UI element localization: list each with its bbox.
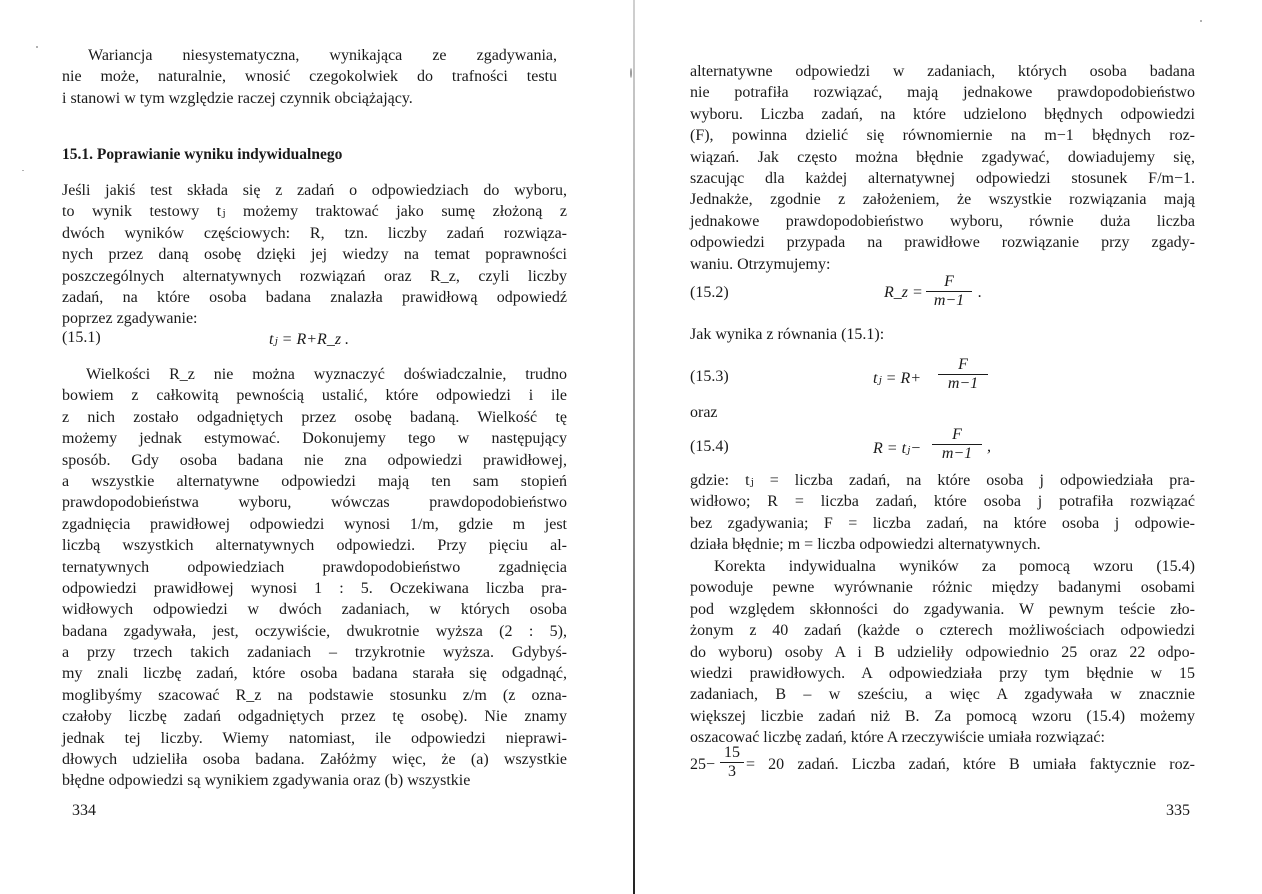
fraction-denominator: m−1 bbox=[941, 445, 973, 462]
equation-expression: tⱼ = R+R_z . bbox=[269, 331, 350, 348]
text-line: pod względem skłonności do zgadywania. W pewnym teście zło- bbox=[690, 600, 1195, 618]
text-line: badana zgadywała, jest, oczywiście, dwukrotnie wyższa (2 : 5), bbox=[62, 622, 567, 640]
text-line: zadań, na które osoba badana znalazła prawidłową odpowiedź bbox=[62, 288, 567, 306]
oraz-text: oraz bbox=[690, 404, 718, 421]
text-line: sposób. Gdy osoba badana nie zna odpowiedzi prawidłowej, bbox=[62, 451, 567, 469]
text-line: widłowo; R = liczba zadań, które osoba j potrafiła rozwiązać bbox=[690, 493, 1195, 511]
text-line: dwóch wyników częściowych: R, tzn. liczby zadań rozwiąza- bbox=[62, 224, 567, 242]
text-line: czałoby liczbę zadań odgadniętych przez tę osobę). Nie znamy bbox=[62, 708, 567, 726]
right-paragraph-3 bbox=[690, 556, 1195, 749]
fraction-denominator: m−1 bbox=[947, 375, 979, 392]
text-line: zgadnięcia prawidłowej odpowiedzi wynosi 1/m, gdzie m jest bbox=[62, 515, 567, 533]
text-line: do wyboru) osoby A i B udzieliły odpowiednio 25 oraz 22 odpo- bbox=[690, 643, 1195, 661]
fraction-denominator: m−1 bbox=[933, 292, 965, 309]
text-line: wiązań. Jak często można błędnie zgadywać, dowiadujemy się, bbox=[690, 148, 1195, 166]
text-line: waniu. Otrzymujemy: bbox=[690, 255, 831, 273]
text-line: (F), powinna dzielić się równomiernie na m−1 błędnych roz- bbox=[690, 127, 1195, 145]
left-paragraph-2 bbox=[62, 364, 567, 792]
final-suffix: = 20 zadań. Liczba zadań, które B umiała faktycznie roz- bbox=[746, 756, 1195, 773]
equation-fraction bbox=[926, 273, 972, 310]
text-line: my znali liczbę zadań, które osoba badana starała się odgadnąć, bbox=[62, 665, 567, 683]
text-line: błędne odpowiedzi są wynikiem zgadywania oraz (b) wszystkie bbox=[62, 772, 471, 790]
equation-number: (15.2) bbox=[690, 284, 729, 301]
equation-fraction bbox=[938, 356, 988, 393]
page-number-right: 335 bbox=[1166, 802, 1190, 819]
text-line: zadaniach, B – w sześciu, a więc A zgadywała w znacznie bbox=[690, 686, 1195, 704]
text-line: prawdopodobieństwa wyboru, wówczas prawdopodobieństwo bbox=[62, 494, 567, 512]
final-calculation-line bbox=[690, 744, 1195, 788]
text-line: bowiem z całkowitą pewnością ustalić, które odpowiedzi i ile bbox=[62, 387, 567, 405]
text-line: oszacować liczbę zadań, które A rzeczywiście umiała rozwiązać: bbox=[690, 729, 1105, 747]
equation-tail: , bbox=[987, 438, 991, 455]
text-line: poszczególnych alternatywnych rozwiązań oraz R_z, czyli liczby bbox=[62, 267, 567, 285]
equation-15-2 bbox=[690, 270, 1195, 314]
equation-lhs: R = tⱼ− bbox=[873, 440, 922, 457]
equation-15-3 bbox=[690, 356, 1195, 400]
text-line: możemy jednak estymować. Dokonujemy tego w następujący bbox=[62, 430, 567, 448]
equation-15-1 bbox=[62, 329, 567, 351]
right-page bbox=[630, 0, 1262, 894]
scan-speck bbox=[630, 68, 632, 78]
text-line: dłowych udzieliła osoba badana. Załóżmy więc, że (a) wszystkie bbox=[62, 751, 567, 769]
text-line: Korekta indywidualna wyników za pomocą wzoru (15.4) bbox=[714, 558, 1195, 575]
text-line: z nich zostało odgadniętych przez osobę badaną. Wielkość tę bbox=[62, 408, 567, 426]
text-line: szacując dla każdej alternatywnej odpowiedzi stosunek F/m−1. bbox=[690, 169, 1195, 187]
fraction-numerator: 15 bbox=[720, 744, 744, 763]
final-prefix: 25− bbox=[690, 756, 716, 773]
equation-number: (15.4) bbox=[690, 438, 729, 455]
text-line: widłowych odpowiedzi w dwóch zadaniach, w których osoba bbox=[62, 601, 567, 619]
text-line: ternatywnych odpowiedziach prawdopodobieństwo zgadnięcia bbox=[62, 558, 567, 576]
page-number-left: 334 bbox=[72, 802, 96, 819]
equation-number: (15.3) bbox=[690, 368, 729, 385]
equation-tail: . bbox=[978, 284, 982, 301]
scan-speck bbox=[36, 46, 38, 48]
equation-number: (15.1) bbox=[62, 329, 101, 346]
section-heading: 15.1. Poprawianie wyniku indywidualnego bbox=[62, 146, 343, 163]
text-line: a wszystkie alternatywne odpowiedzi mają ten sam stopień bbox=[62, 472, 567, 490]
text-line: nie może, naturalnie, wnosić czegokolwiek do trafności testu bbox=[62, 68, 557, 86]
text-line: alternatywne odpowiedzi w zadaniach, których osoba badana bbox=[690, 63, 1195, 80]
text-line: jednakowe prawdopodobieństwo wyboru, równie duża liczba bbox=[690, 212, 1195, 230]
scan-speck bbox=[1200, 20, 1202, 22]
intro-paragraph bbox=[62, 45, 557, 109]
left-paragraph-1 bbox=[62, 180, 567, 330]
text-line: nie potrafiła rozwiązać, mają jednakowe prawdopodobieństwo bbox=[690, 84, 1195, 102]
text-line: jednak tej liczby. Wiemy natomiast, ile odpowiedzi nieprawi- bbox=[62, 729, 567, 747]
equation-15-4 bbox=[690, 426, 1195, 470]
fraction-numerator: F bbox=[932, 426, 982, 445]
text-line: moglibyśmy szacować R_z na podstawie stosunku z/m (z ozna- bbox=[62, 686, 567, 704]
text-line: gdzie: tⱼ = liczba zadań, na które osoba j odpowiedziała pra- bbox=[690, 472, 1195, 489]
text-line: wyboru. Liczba zadań, na które udzielono błędnych odpowiedzi bbox=[690, 105, 1195, 123]
text-line: nych przez daną osobę dzięki jej wiedzy na temat poprawności bbox=[62, 246, 567, 264]
text-line: Jeśli jakiś test składa się z zadań o odpowiedziach do wyboru, bbox=[62, 182, 567, 199]
equation-lhs: R_z = bbox=[884, 284, 923, 301]
text-line: bez zgadywania; F = liczba zadań, na które osoba j odpowie- bbox=[690, 514, 1195, 532]
text-line: Wariancja niesystematyczna, wynikająca ze zgadywania, bbox=[88, 47, 557, 64]
text-line: a przy trzech takich zadaniach – trzykrotnie wyższa. Gdybyś- bbox=[62, 644, 567, 662]
from-equation-text: Jak wynika z równania (15.1): bbox=[690, 326, 885, 343]
text-line: większej liczbie zadań niż B. Za pomocą wzoru (15.4) możemy bbox=[690, 707, 1195, 725]
text-line: Wielkości R_z nie można wyznaczyć doświadczalnie, trudno bbox=[86, 366, 567, 383]
fraction-numerator: F bbox=[938, 356, 988, 375]
text-line: wiedzi prawidłowych. A odpowiedziała przy tym błędnie w 15 bbox=[690, 664, 1195, 682]
scan-speck bbox=[22, 170, 24, 171]
fraction-denominator: 3 bbox=[728, 763, 736, 780]
text-line: liczbą wszystkich alternatywnych odpowiedzi. Przy pięciu al- bbox=[62, 537, 567, 555]
text-line: i stanowi w tym względzie raczej czynnik obciążający. bbox=[62, 89, 413, 107]
text-line: powoduje pewne wyrównanie różnic między badanymi osobami bbox=[690, 579, 1195, 597]
text-line: to wynik testowy tⱼ możemy traktować jako sumę złożoną z bbox=[62, 203, 567, 221]
left-page bbox=[0, 0, 625, 894]
fraction-numerator: F bbox=[926, 273, 972, 292]
text-line: odpowiedzi przypada na prawidłowe rozwiązanie przy zgady- bbox=[690, 234, 1195, 252]
final-fraction bbox=[720, 744, 744, 781]
text-line: poprzez zgadywanie: bbox=[62, 310, 198, 328]
text-line: odpowiedzi prawidłowej wynosi 1 : 5. Oczekiwana liczba pra- bbox=[62, 579, 567, 597]
right-paragraph-1 bbox=[690, 61, 1195, 275]
text-line: Jednakże, zgodnie z założeniem, że wszystkie rozwiązania mają bbox=[690, 191, 1195, 209]
equation-lhs: tⱼ = R+ bbox=[873, 370, 922, 387]
text-line: działa błędnie; m = liczba odpowiedzi alternatywnych. bbox=[690, 536, 1041, 554]
right-paragraph-2 bbox=[690, 470, 1195, 556]
text-line: żonym z 40 zadań (każde o czterech możliwościach odpowiedzi bbox=[690, 622, 1195, 640]
equation-fraction bbox=[932, 426, 982, 463]
